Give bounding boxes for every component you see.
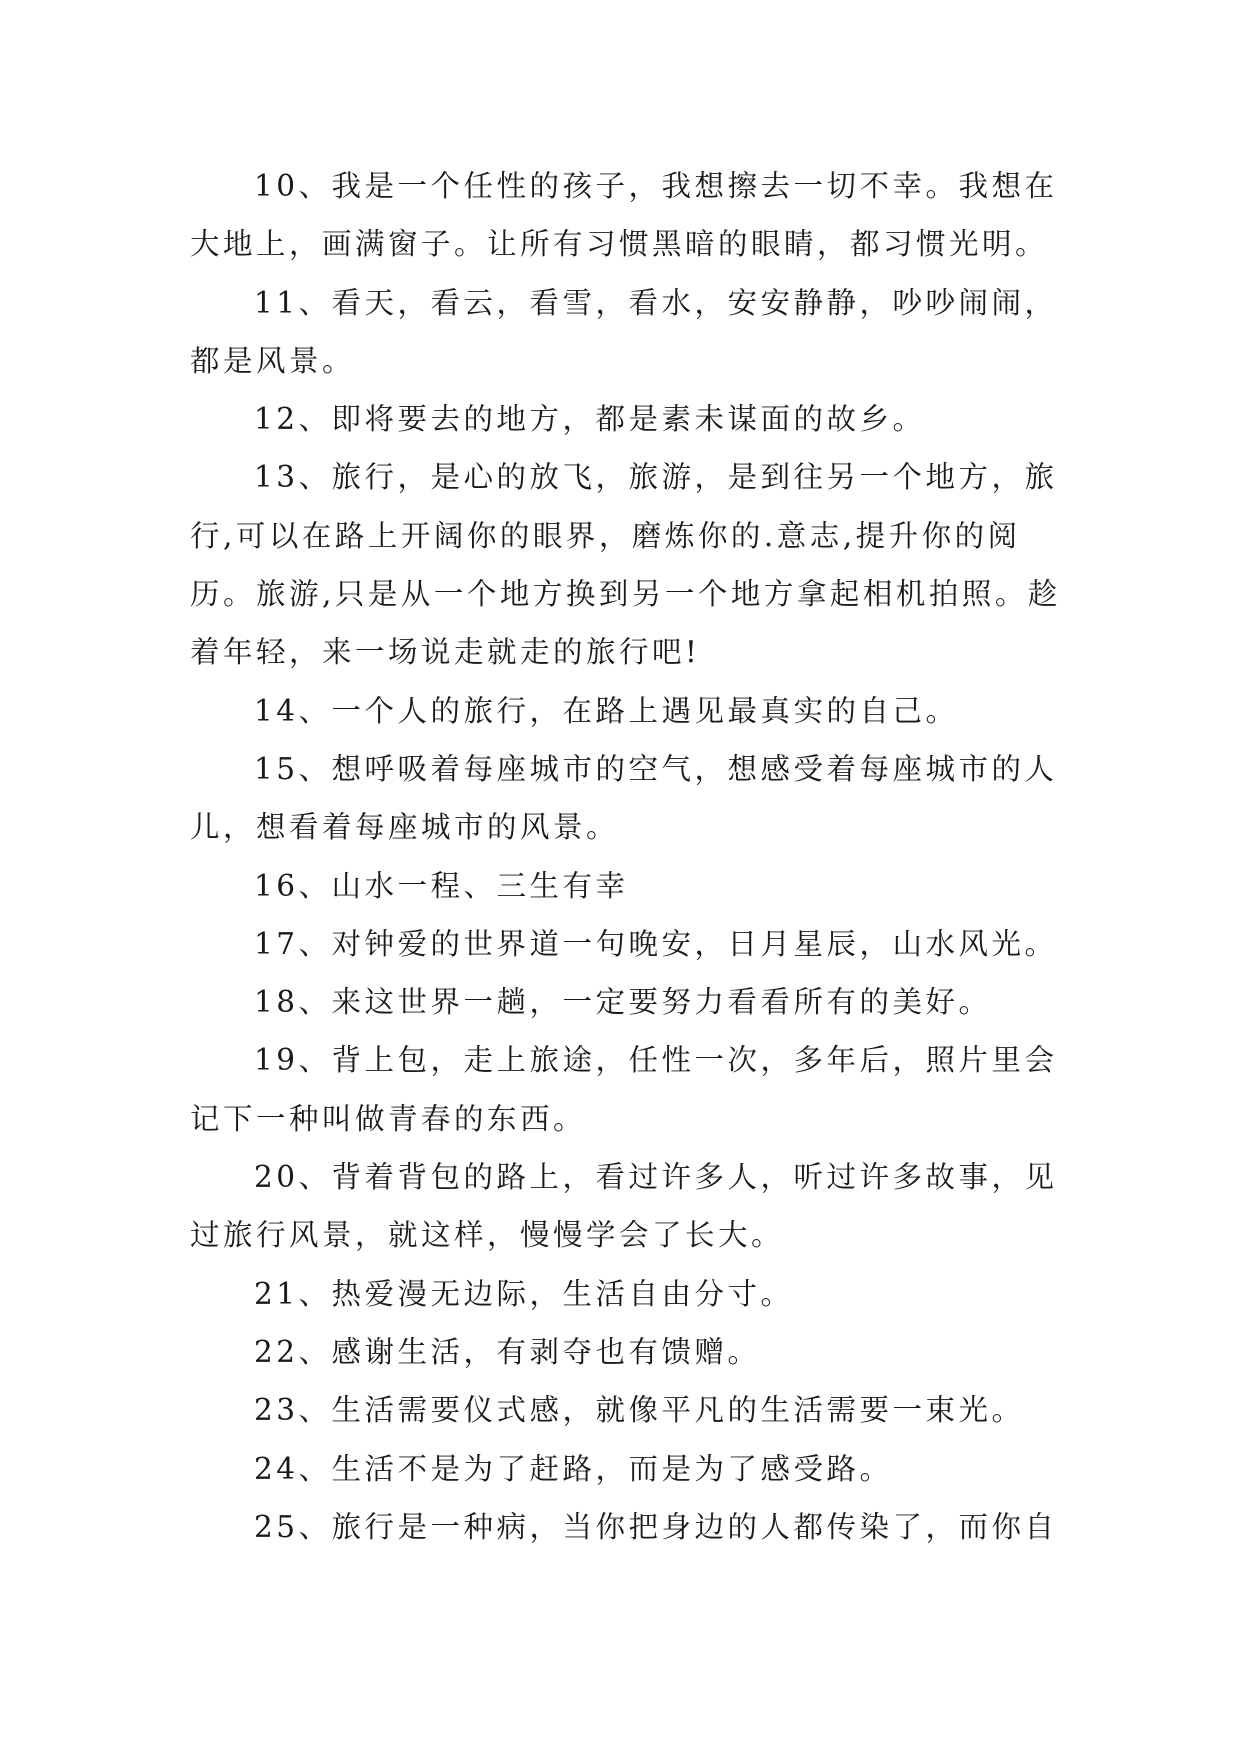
paragraph-15: 15、想呼吸着每座城市的空气，想感受着每座城市的人儿，想看着每座城市的风景。 (190, 751, 1058, 845)
paragraph-18: 18、来这世界一趟，一定要努力看看所有的美好。 (254, 985, 992, 1020)
paragraph-22: 22、感谢生活，有剥夺也有馈赠。 (254, 1334, 761, 1369)
paragraph-25: 25、旅行是一种病，当你把身边的人都传染了，而你自 (254, 1509, 1058, 1544)
paragraph-23: 23、生活需要仪式感，就像平凡的生活需要一束光。 (254, 1393, 1025, 1428)
paragraph-20: 20、背着背包的路上，看过许多人，听过许多故事，见过旅行风景，就这样，慢慢学会了长大。 (190, 1160, 1058, 1253)
paragraph-21: 21、热爱漫无边际，生活自由分寸。 (254, 1276, 794, 1311)
paragraph-11: 11、看天，看云，看雪，看水，安安静静，吵吵闹闹，都是风景。 (190, 285, 1058, 378)
paragraph-24: 24、生活不是为了赶路，而是为了感受路。 (254, 1451, 893, 1486)
paragraph-17: 17、对钟爱的世界道一句晚安，日月星辰，山水风光。 (254, 926, 1058, 961)
document-body (190, 157, 1075, 1556)
paragraph-10: 10、我是一个任性的孩子，我想擦去一切不幸。我想在大地上，画满窗子。让所有习惯黑暗的眼睛，都习惯光明。 (190, 169, 1058, 262)
paragraph-19: 19、背上包，走上旅途，任性一次，多年后，照片里会记下一种叫做青春的东西。 (190, 1043, 1058, 1136)
paragraph-16: 16、山水一程、三生有幸 (254, 868, 629, 903)
paragraph-13: 13、旅行，是心的放飞，旅游，是到往另一个地方，旅行,可以在路上开阔你的眼界，磨炼你的.意志,提升你的阅历。旅游,只是从一个地方换到另一个地方拿起相机拍照。趁着年轻，来一场说走就走的旅行吧! (190, 460, 1061, 670)
paragraph-14: 14、一个人的旅行，在路上遇见最真实的自己。 (254, 693, 959, 728)
paragraph-12: 12、即将要去的地方，都是素未谋面的故乡。 (254, 402, 926, 437)
